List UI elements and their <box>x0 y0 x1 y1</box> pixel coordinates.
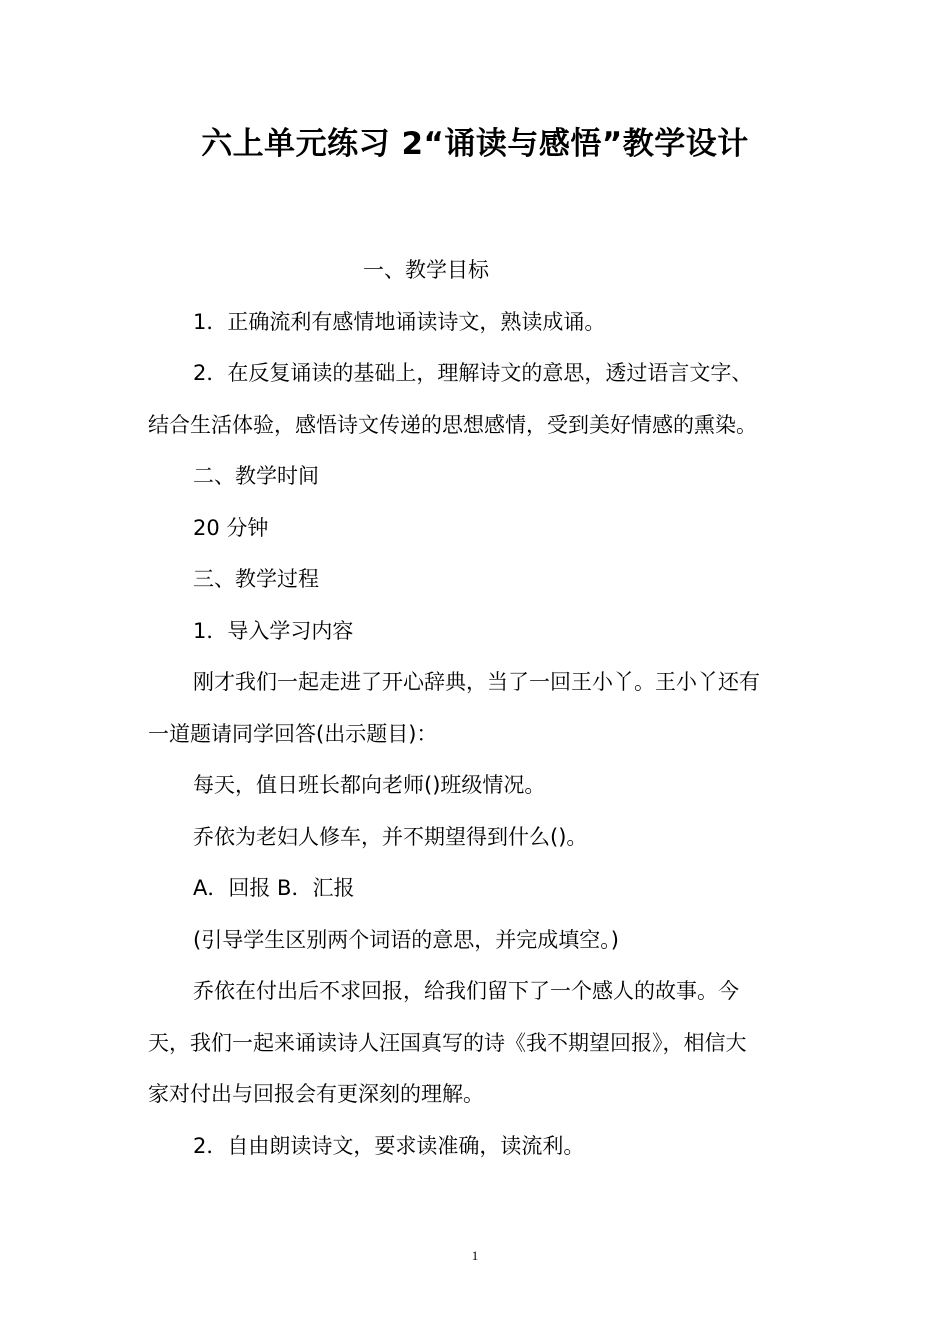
paragraph: (引导学生区别两个词语的意思，并完成填空。) <box>193 927 619 952</box>
page-number: 1 <box>471 1248 479 1263</box>
answer-options: A．回报 B．汇报 <box>193 876 355 900</box>
paragraph-continuation: 结合生活体验，感悟诗文传递的思想感情，受到美好情感的熏染。 <box>148 412 757 437</box>
paragraph: 2．在反复诵读的基础上，理解诗文的意思，透过语言文字、 <box>193 361 753 385</box>
document-body <box>148 245 803 1172</box>
document-title: 六上单元练习 2“诵读与感悟”教学设计 <box>201 126 749 162</box>
paragraph: 20 分钟 <box>193 515 269 540</box>
step-heading: 1．导入学习内容 <box>193 618 354 643</box>
section-heading-process: 三、教学过程 <box>193 567 319 591</box>
section-heading-time: 二、教学时间 <box>193 464 319 488</box>
paragraph-continuation: 一道题请同学回答(出示题目)： <box>148 721 438 746</box>
paragraph-continuation: 家对付出与回报会有更深刻的理解。 <box>148 1082 484 1106</box>
paragraph: 乔依在付出后不求回报，给我们留下了一个感人的故事。今 <box>193 979 739 1003</box>
paragraph: 刚才我们一起走进了开心辞典，当了一回王小丫。王小丫还有 <box>193 670 760 694</box>
question-line: 每天，值日班长都向老师()班级情况。 <box>193 773 546 797</box>
paragraph: 1．正确流利有感情地诵读诗文，熟读成诵。 <box>193 309 606 334</box>
question-line: 乔依为老妇人修车，并不期望得到什么()。 <box>193 824 588 849</box>
section-heading-objectives: 一、教学目标 <box>363 258 489 282</box>
paragraph-continuation: 天，我们一起来诵读诗人汪国真写的诗《我不期望回报》，相信大 <box>148 1030 747 1055</box>
step-heading: 2．自由朗读诗文，要求读准确，读流利。 <box>193 1133 585 1158</box>
